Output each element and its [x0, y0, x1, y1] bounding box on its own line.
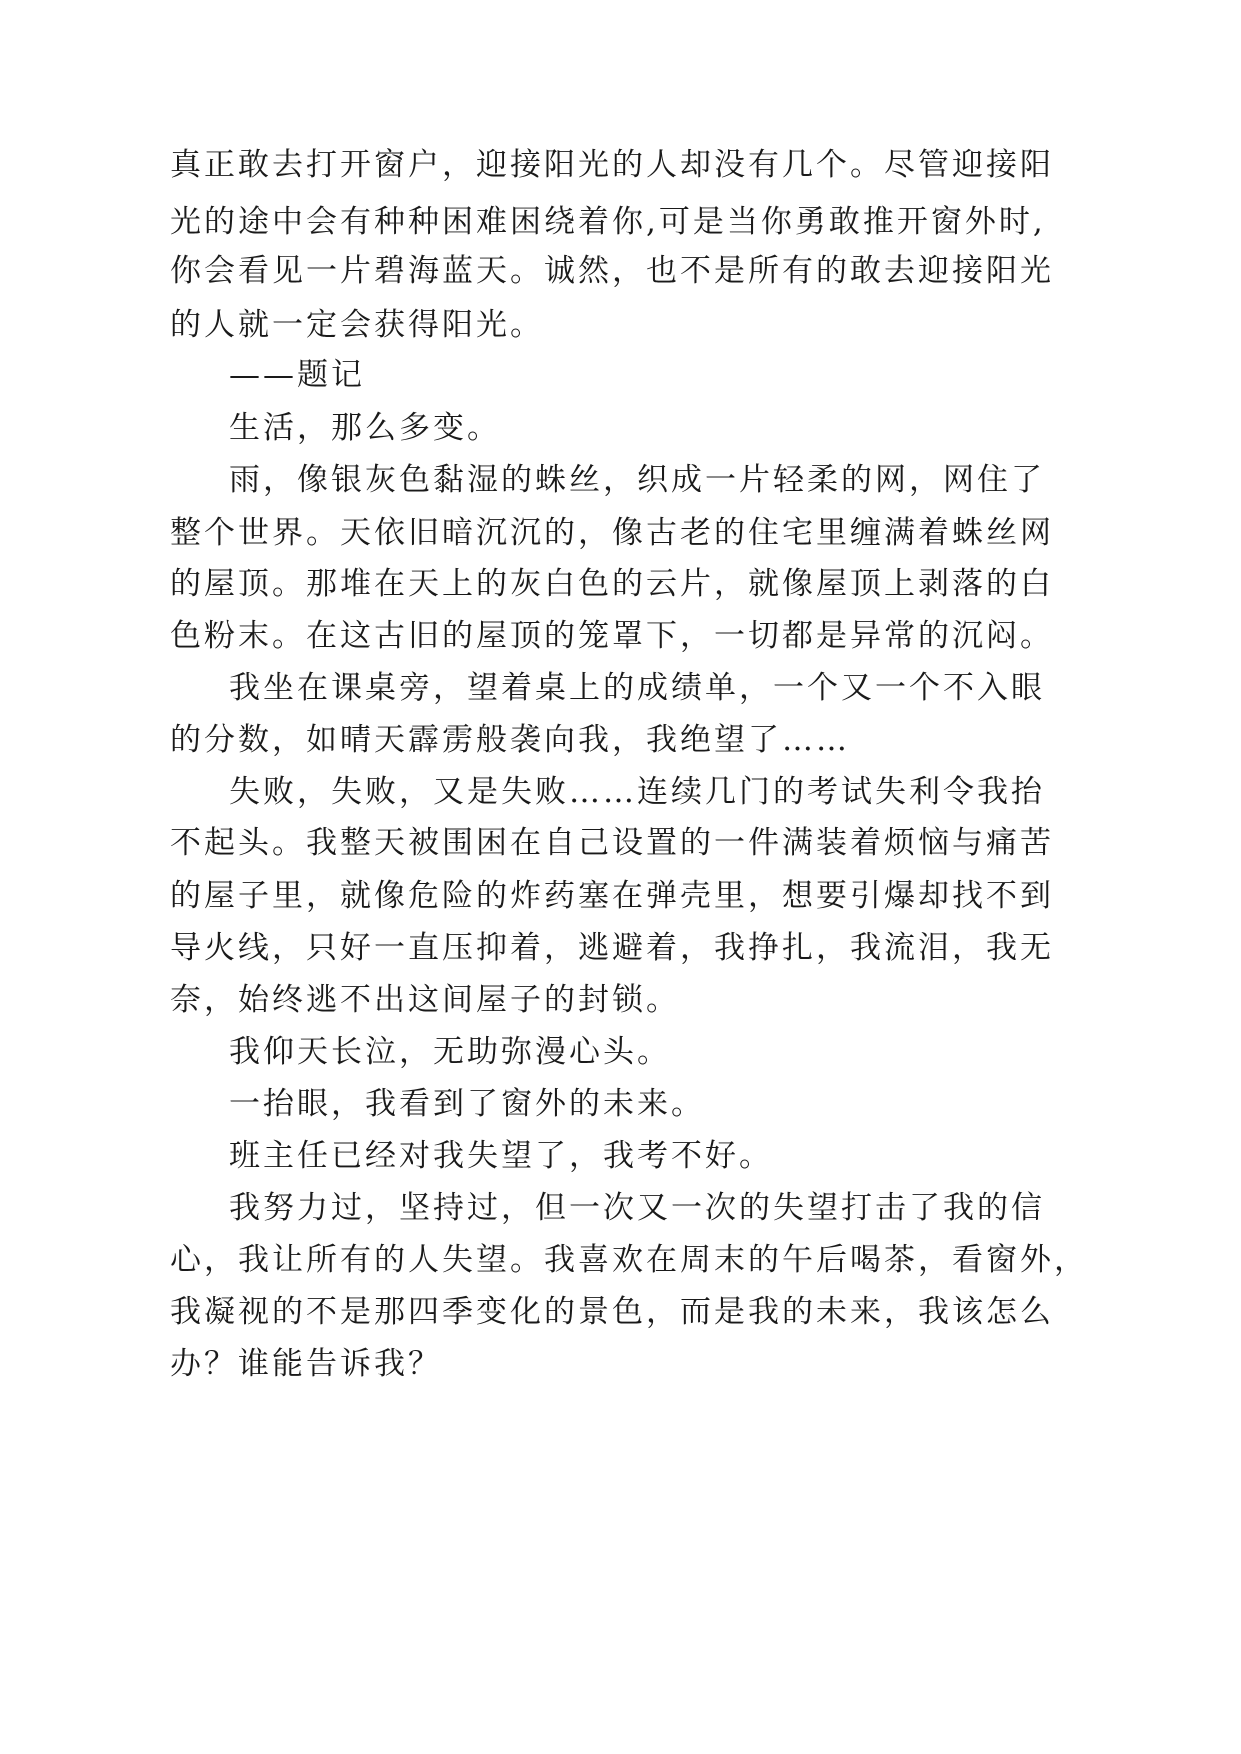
text-line: 办？谁能告诉我？: [170, 1346, 442, 1382]
text-line: 我凝视的不是那四季变化的景色，而是我的未来，我该怎么: [170, 1294, 1054, 1330]
paragraph-first-line: 生活，那么多变。: [229, 410, 501, 446]
text-line: 整个世界。天依旧暗沉沉的，像古老的住宅里缠满着蛛丝网: [170, 515, 1054, 551]
text-line: 导火线，只好一直压抑着，逃避着，我挣扎，我流泪，我无: [170, 930, 1054, 966]
paragraph-first-line: 我坐在课桌旁，望着桌上的成绩单，一个又一个不入眼: [229, 670, 1045, 706]
paragraph-first-line: 班主任已经对我失望了，我考不好。: [229, 1138, 773, 1174]
paragraph-first-line: 失败，失败，又是失败……连续几门的考试失利令我抬: [229, 774, 1045, 810]
text-line: 真正敢去打开窗户，迎接阳光的人却没有几个。尽管迎接阳: [170, 147, 1054, 183]
paragraph-first-line: 雨，像银灰色黏湿的蛛丝，织成一片轻柔的网，网住了: [229, 462, 1045, 498]
paragraph-first-line: 我仰天长泣，无助弥漫心头。: [229, 1034, 671, 1070]
paragraph-first-line: 我努力过，坚持过，但一次又一次的失望打击了我的信: [229, 1190, 1045, 1226]
paragraph-first-line: 一抬眼，我看到了窗外的未来。: [229, 1086, 705, 1122]
text-line: 的屋顶。那堆在天上的灰白色的云片，就像屋顶上剥落的白: [170, 566, 1054, 602]
text-line: 的分数，如晴天霹雳般袭向我，我绝望了……: [170, 722, 850, 758]
text-line: 不起头。我整天被围困在自己设置的一件满装着烦恼与痛苦: [170, 825, 1054, 861]
text-line: 色粉末。在这古旧的屋顶的笼罩下，一切都是异常的沉闷。: [170, 618, 1054, 654]
epigraph-signature: ——题记: [229, 357, 365, 393]
text-line: 奈，始终逃不出这间屋子的封锁。: [170, 982, 680, 1018]
text-line: 光的途中会有种种困难困绕着你,可是当你勇敢推开窗外时,: [170, 204, 1046, 240]
text-line: 的屋子里，就像危险的炸药塞在弹壳里，想要引爆却找不到: [170, 878, 1054, 914]
text-line: 心，我让所有的人失望。我喜欢在周末的午后喝茶，看窗外，: [170, 1242, 1088, 1278]
text-line: 的人就一定会获得阳光。: [170, 307, 544, 343]
text-line: 你会看见一片碧海蓝天。诚然，也不是所有的敢去迎接阳光: [170, 253, 1054, 289]
